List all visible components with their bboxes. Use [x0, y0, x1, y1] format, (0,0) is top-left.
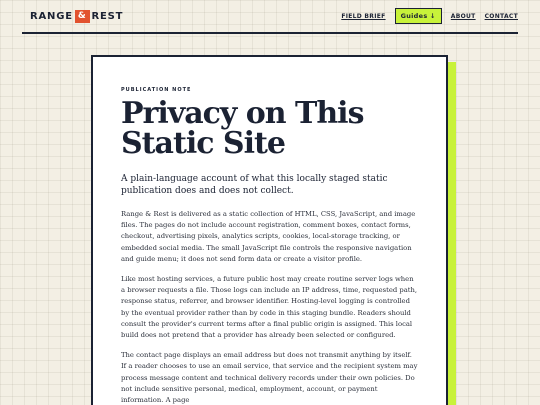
article-eyebrow: PUBLICATION NOTE: [121, 87, 192, 93]
nav-about-link[interactable]: ABOUT: [450, 12, 476, 20]
article-paragraph: The contact page displays an email address but does not transmit anything by itself. If a reader chooses to use an email service, that service and the recipient system may process message content and technical delivery records under their own policies. Do not include sensitive personal, medical, employment, account, or payment information. A page: [121, 351, 418, 405]
card-accent-shadow: [448, 62, 456, 405]
nav-contact-link[interactable]: CONTACT: [484, 12, 518, 20]
brand-ampersand: &: [75, 10, 90, 23]
site-header: [22, 0, 518, 34]
page-title: Privacy on This Static Site: [121, 96, 364, 161]
article-paragraph: Like most hosting services, a future public host may create routine server logs when a browser requests a file. Those logs can include an IP address, time, requested path, response status, referrer, and browser identifier. Hosting-level logging is controlled by the eventual provider rather than by code in this staging bundle. Readers should consult the provider's current terms after a final public origin is assigned. This local build does not pretend that a provider has already been selected or configured.: [121, 275, 418, 340]
brand-name-left: RANGE: [30, 10, 73, 22]
nav-guides-button[interactable]: Guides ↓: [395, 8, 442, 24]
main-nav: [341, 8, 518, 24]
article-card: [91, 55, 448, 405]
article-lede: A plain-language account of what this locally staged static publication does and does not collect.: [121, 174, 388, 196]
article-paragraph: Range & Rest is delivered as a static collection of HTML, CSS, JavaScript, and image files. The pages do not include account registration, comment boxes, contact forms, checkout, advertising pixels, analytics scripts, cookies, local-storage tracking, or embedded social media. The small JavaScript file controls the responsive navigation and guide menu; it does not send form data or create a visitor profile.: [121, 210, 416, 263]
brand-logo[interactable]: [30, 10, 123, 23]
nav-field-brief-link[interactable]: FIELD BRIEF: [341, 12, 386, 20]
brand-name-right: REST: [91, 10, 124, 22]
